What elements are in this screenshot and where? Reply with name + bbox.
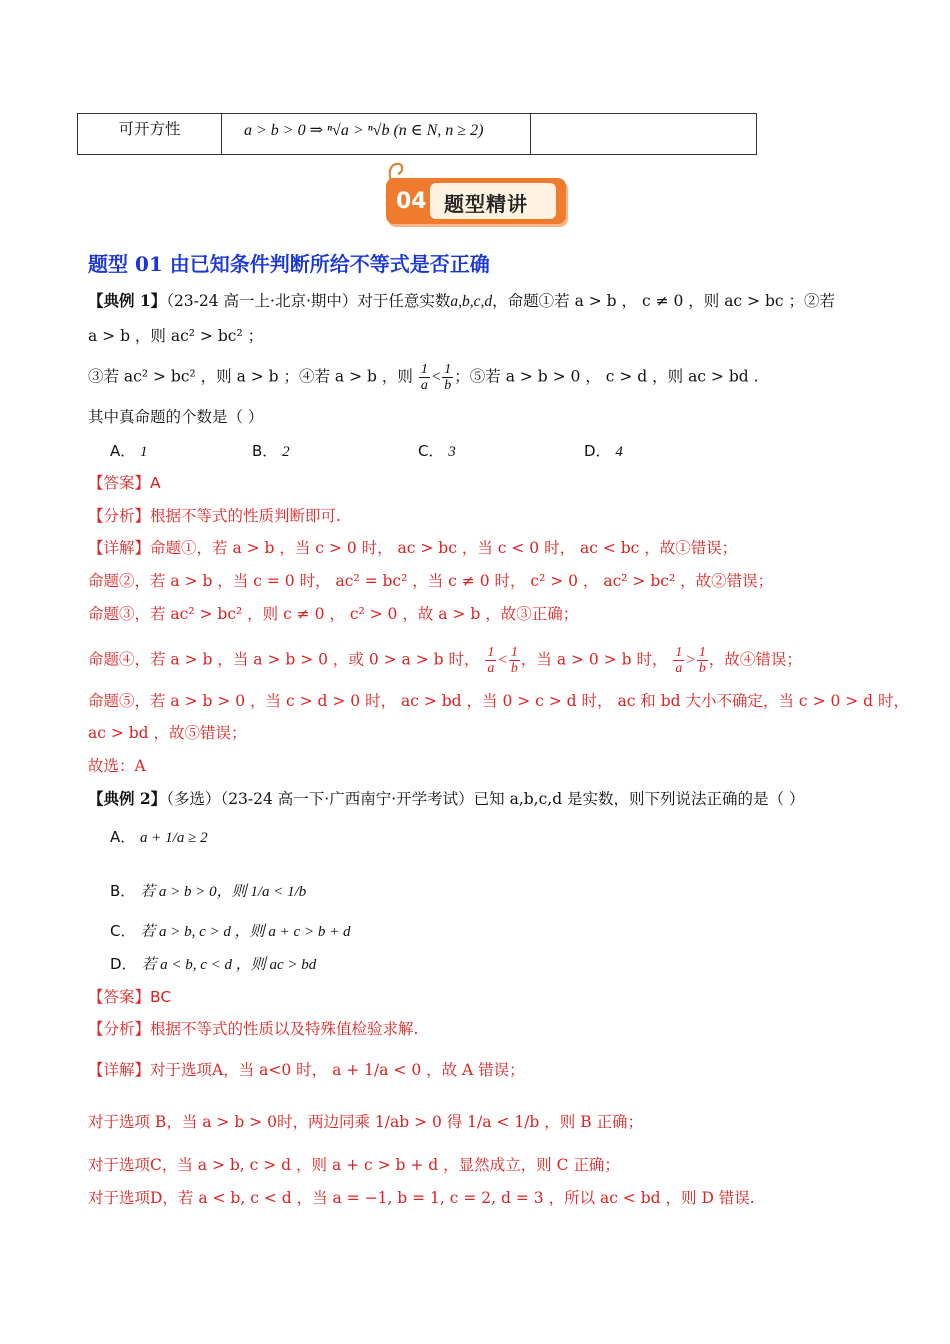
example1-question: 其中真命题的个数是（ ）	[88, 408, 264, 426]
example1-stem-line1	[88, 289, 835, 314]
badge-number: 04	[396, 189, 427, 214]
property-name-cell: 可开方性	[78, 114, 222, 154]
example1-stem-line2: a > b ，则 ac² > bc² ；	[88, 327, 264, 345]
example2-option-c: C． 若 a > b, c > d ，则 a + c > b + d	[110, 922, 351, 940]
section-title: 题型 01 由已知条件判断所给不等式是否正确	[88, 252, 490, 276]
example1-detail-3: 命题③，若 ac² > bc² ，则 c ≠ 0 ， c² > 0 ，故 a > b ，故③正确；	[88, 605, 579, 623]
example1-detail-1: 【详解】命题①，若 a > b ，当 c > 0 时， ac > bc ，当 c < 0 时， ac < bc ，故①错误；	[88, 539, 738, 557]
example2-detail-d: 对于选项D，若 a < b, c < d ，当 a = −1, b = 1, c = 2, d = 3 ，所以 ac < bd ，则 D 错误.	[88, 1189, 755, 1207]
example2-analysis: 【分析】根据不等式的性质以及特殊值检验求解.	[88, 1020, 419, 1038]
example1-detail-4: 命题④，若 a > b ，当 a > b > 0 ，或 0 > a > b 时， $\frac{1}{a}$ < $\frac{1}{b}$ ，当 a > 0 > b 时， $\frac{1}{a}$ > $\frac{1}{b}$ ，故④错误；	[88, 645, 802, 676]
example1-analysis: 【分析】根据不等式的性质判断即可.	[88, 507, 341, 525]
example1-line1-text: ，命题①若 a > b ， c ≠ 0 ，则 ac > bc ；②若	[492, 292, 835, 310]
section-badge	[386, 178, 568, 226]
example2-answer: 【答案】BC	[88, 988, 172, 1006]
example2-stem: 【典例 2】（多选）（23-24 高一下·广西南宁·开学考试）已知 a,b,c,d 是实数，则下列说法正确的是（ ）	[88, 789, 805, 808]
example1-line3-b: ；⑤若 a > b > 0 ， c > d ，则 ac > bd .	[454, 367, 759, 386]
example1-tag: 【典例 1】	[88, 291, 167, 310]
example1-option-a: A． 1	[110, 442, 148, 460]
example1-detail-2: 命题②，若 a > b ，当 c = 0 时， ac² = bc² ，当 c ≠ 0 时， c² > 0 ， ac² > bc² ，故②错误；	[88, 572, 774, 590]
example1-conclusion: 故选：A	[88, 757, 146, 775]
example1-stem-line3: ③若 ac² > bc² ，则 a > b ；④若 a > b ，则 $\frac{1}{a}$ < $\frac{1}{b}$ ；⑤若 a > b > 0 ， c > d ，则 ac > bd .	[88, 362, 759, 393]
example1-vars: a,b,c,d	[450, 293, 493, 310]
example1-source: （23-24 高一上·北京·期中）对于任意实数	[166, 292, 451, 310]
example1-answer: 【答案】A	[88, 474, 161, 492]
fraction-1-over-b: $\frac{1}{b}$	[444, 362, 452, 393]
properties-table-row	[77, 113, 757, 155]
fraction-1-over-a: $\frac{1}{a}$	[420, 362, 428, 393]
example2-detail-a: 【详解】对于选项A，当 a<0 时， a + 1/a < 0 ，故 A 错误；	[88, 1061, 525, 1079]
example1-option-d: D． 4	[584, 442, 623, 460]
example2-detail-c: 对于选项C，当 a > b, c > d ，则 a + c > b + d ，显然成立，则 C 正确；	[88, 1156, 620, 1174]
example1-option-c: C． 3	[418, 442, 456, 460]
badge-label: 题型精讲	[444, 192, 528, 216]
example1-line3-a: ③若 ac² > bc² ，则 a > b ；④若 a > b ，则	[88, 367, 413, 386]
example2-option-d: D． 若 a < b, c < d ，则 ac > bd	[110, 955, 317, 973]
example1-detail-5b: ac > bd ，故⑤错误；	[88, 724, 247, 742]
example1-option-b: B． 2	[252, 442, 290, 460]
example2-option-b: B． 若 a > b > 0，则 1/a < 1/b	[110, 882, 307, 900]
property-formula-cell: a > b > 0 ⇒ ⁿ√a > ⁿ√b (n ∈ N, n ≥ 2)	[222, 114, 531, 154]
example2-option-a: A． a + 1/a ≥ 2	[110, 828, 208, 846]
example1-detail-5: 命题⑤，若 a > b > 0 ，当 c > d > 0 时， ac > bd ，当 0 > c > d 时， ac 和 bd 大小不确定，当 c > 0 > d 时，	[88, 692, 910, 710]
example2-detail-b: 对于选项 B，当 a > b > 0时，两边同乘 1/ab > 0 得 1/a < 1/b ，则 B 正确；	[88, 1113, 644, 1131]
